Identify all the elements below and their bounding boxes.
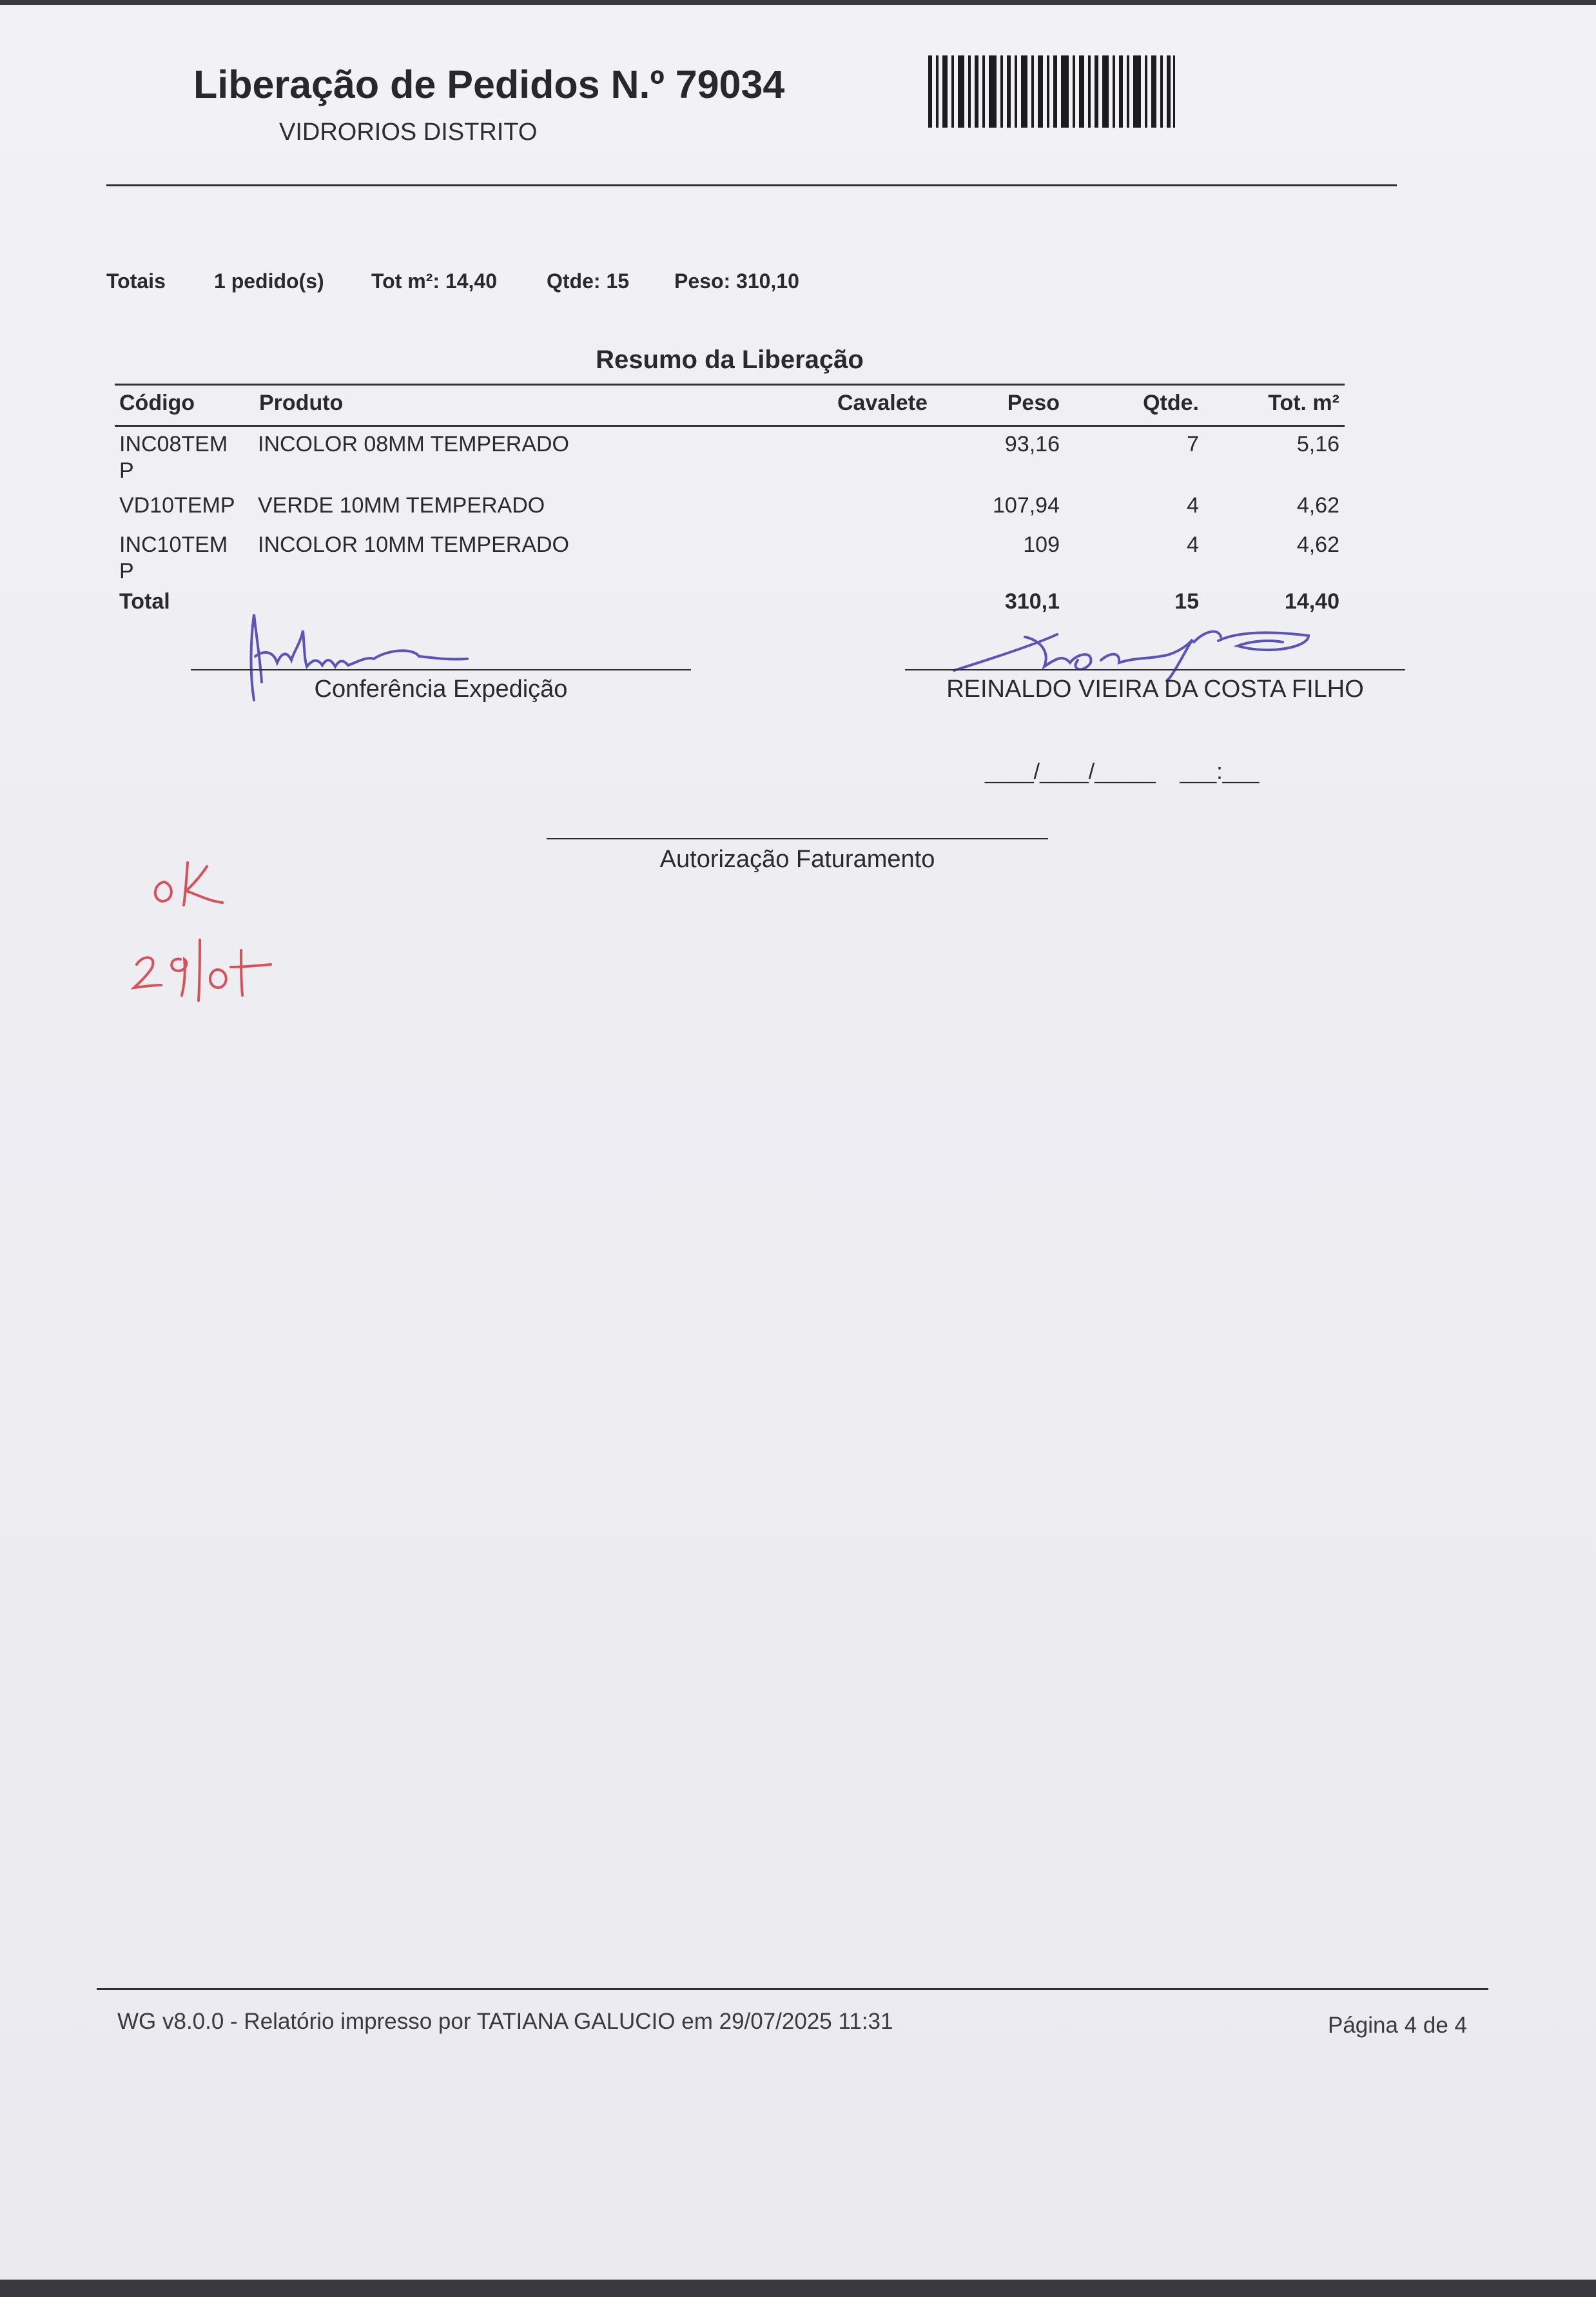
document-page: [0, 5, 1596, 2280]
col-header-codigo: Código: [119, 391, 195, 415]
totals-peso: Peso: 310,10: [674, 269, 799, 293]
signature-line-autorizacao: [547, 838, 1048, 839]
cell-produto: INCOLOR 10MM TEMPERADO: [258, 533, 570, 557]
totals-qtde: Qtde: 15: [547, 269, 630, 293]
cell-peso: 107,94: [993, 493, 1060, 518]
cell-tot-m2: 4,62: [1296, 493, 1339, 518]
barcode: [928, 55, 1175, 128]
cell-codigo: VD10TEMP: [119, 493, 235, 518]
cell-codigo-cont: P: [119, 458, 134, 483]
signature-label-conferencia: Conferência Expedição: [314, 676, 568, 703]
cell-qtde: 4: [1187, 533, 1199, 557]
col-header-tot-m2: Tot. m²: [1268, 391, 1339, 415]
total-peso: 310,1: [1004, 589, 1060, 614]
cell-qtde: 7: [1187, 432, 1199, 456]
col-header-peso: Peso: [1007, 391, 1060, 415]
cell-codigo-cont: P: [119, 559, 134, 583]
table-top-rule: [115, 384, 1345, 386]
cell-codigo: INC10TEM: [119, 533, 228, 557]
signature-label-autorizacao: Autorização Faturamento: [659, 846, 935, 873]
signature-label-responsavel: REINALDO VIEIRA DA COSTA FILHO: [946, 676, 1364, 703]
signature-line-conferencia: [191, 669, 691, 670]
table-header-rule: [115, 425, 1345, 427]
totals-label: Totais: [106, 269, 166, 293]
cell-produto: VERDE 10MM TEMPERADO: [258, 493, 545, 518]
total-qtde: 15: [1174, 589, 1199, 614]
totals-m2: Tot m²: 14,40: [371, 269, 497, 293]
company-name: VIDRORIOS DISTRITO: [279, 119, 538, 146]
cell-tot-m2: 5,16: [1296, 432, 1339, 456]
handwritten-date-note: [128, 933, 276, 1004]
cell-peso: 93,16: [1004, 432, 1060, 456]
cell-tot-m2: 4,62: [1296, 533, 1339, 557]
cell-qtde: 4: [1187, 493, 1199, 518]
signature-line-responsavel: [905, 669, 1405, 670]
col-header-cavalete: Cavalete: [837, 391, 928, 415]
total-label: Total: [119, 589, 170, 614]
col-header-produto: Produto: [259, 391, 344, 415]
cell-peso: 109: [1023, 533, 1060, 557]
table-row: [119, 532, 228, 585]
footer-divider: [97, 1988, 1488, 1990]
col-header-qtde: Qtde.: [1143, 391, 1199, 415]
handwritten-ok-note: [145, 850, 235, 921]
footer-page-number: Página 4 de 4: [1327, 2013, 1467, 2038]
totals-pedidos: 1 pedido(s): [214, 269, 324, 293]
table-row: [119, 493, 235, 519]
table-row: [119, 431, 228, 484]
total-tot-m2: 14,40: [1284, 589, 1339, 614]
header-divider: [106, 184, 1397, 186]
footer-printed-by: WG v8.0.0 - Relatório impresso por TATIANA GALUCIO em 29/07/2025 11:31: [117, 2009, 893, 2034]
summary-title: Resumo da Liberação: [596, 346, 864, 374]
scan-edge-bottom: [0, 2280, 1596, 2297]
date-time-blank: ____/____/_____ ___:___: [985, 759, 1260, 784]
cell-codigo: INC08TEM: [119, 432, 228, 456]
cell-produto: INCOLOR 08MM TEMPERADO: [258, 432, 570, 456]
page-title: Liberação de Pedidos N.º 79034: [193, 63, 785, 106]
scan-edge-top: [0, 0, 1596, 5]
